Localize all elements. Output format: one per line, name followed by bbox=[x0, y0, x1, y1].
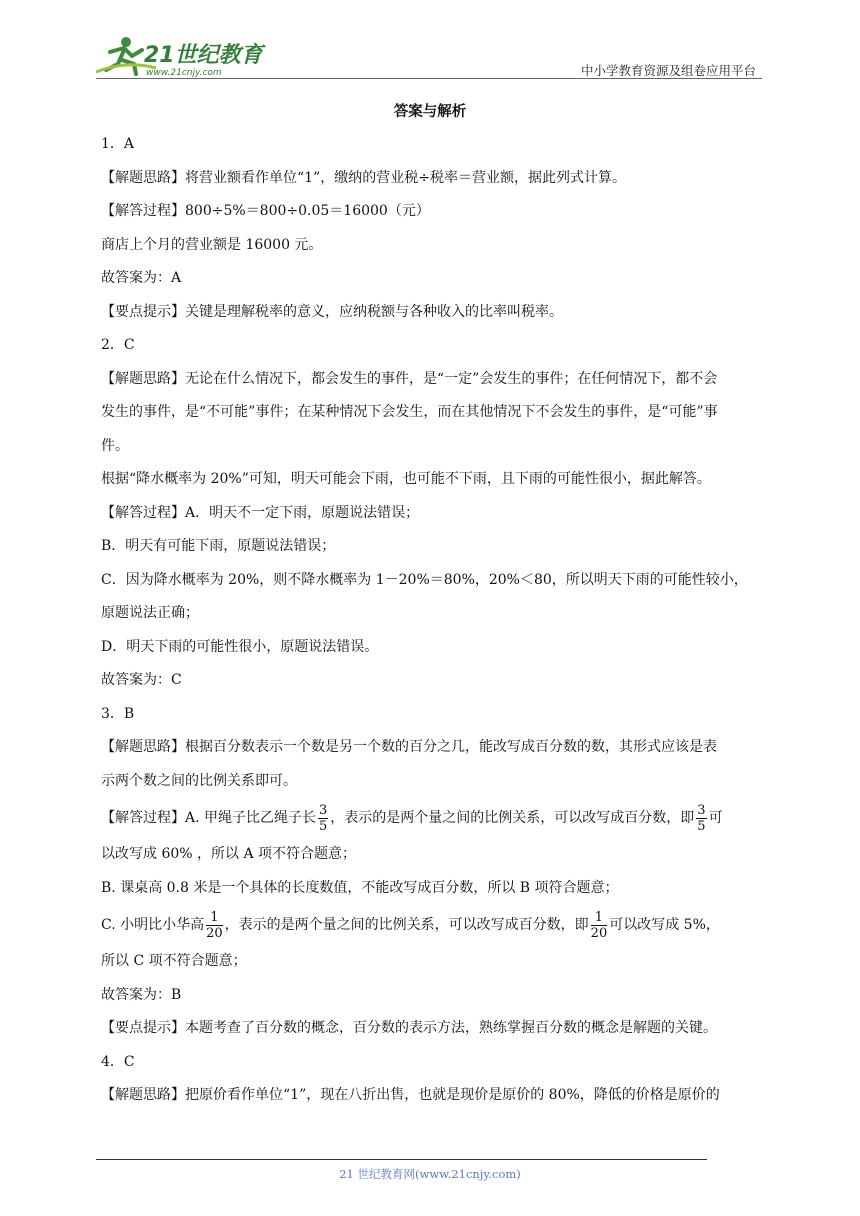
q2-line: D．明天下雨的可能性很小，原题说法错误。 bbox=[101, 638, 379, 655]
q2-line: 发生的事件，是“不可能”事件；在某种情况下会发生，而在其他情况下不会发生的事件，是“可能”事 bbox=[101, 404, 718, 420]
fraction-numerator: 1 bbox=[591, 911, 608, 926]
q3-line: 以改写成 60% ，所以 A 项不符合题意； bbox=[101, 846, 357, 862]
q2-line: 故答案为：C bbox=[101, 672, 182, 688]
fraction bbox=[591, 911, 608, 940]
fraction-denominator: 5 bbox=[697, 818, 706, 834]
fraction-denominator: 20 bbox=[590, 925, 608, 941]
q1-line: 【解答过程】800÷5%＝800÷0.05＝16000（元） bbox=[101, 203, 430, 219]
q3-line: B. 课桌高 0.8 米是一个具体的长度数值，不能改写成百分数，所以 B 项符合题意； bbox=[101, 879, 619, 896]
text-segment: 可以改写成 5%， bbox=[609, 917, 720, 933]
text-segment: C. 小明比小华高 bbox=[101, 917, 205, 933]
q3-line-fraction bbox=[101, 798, 763, 838]
answer-content bbox=[101, 128, 763, 1113]
q1-line: 商店上个月的营业额是 16000 元。 bbox=[101, 236, 323, 253]
svg-text:21世纪教育: 21世纪教育 bbox=[144, 43, 263, 68]
fraction bbox=[206, 911, 223, 940]
fraction-denominator: 20 bbox=[206, 925, 223, 941]
q2-line: 【解题思路】无论在什么情况下，都会发生的事件，是“一定”会发生的事件；在任何情况下，都不会 bbox=[101, 370, 718, 387]
fraction-numerator: 3 bbox=[319, 802, 328, 818]
footer-divider bbox=[96, 1159, 707, 1160]
q1-line: 【解题思路】将营业额看作单位“1”，缴纳的营业税÷税率＝营业额，据此列式计算。 bbox=[101, 169, 626, 186]
q3-line: 故答案为：B bbox=[101, 986, 182, 1003]
q3-heading: 3．B bbox=[101, 705, 135, 722]
fraction bbox=[318, 804, 328, 833]
q3-line: 所以 C 项不符合题意； bbox=[101, 953, 247, 969]
q2-line: 原题说法正确； bbox=[101, 605, 199, 621]
text-segment: ，表示的是两个量之间的比例关系，可以改写成百分数，即 bbox=[330, 810, 695, 826]
q4-line: 【解题思路】把原价看作单位“1”，现在八折出售，也就是现价是原价的 80%，降低的价格是原价的 bbox=[101, 1087, 720, 1103]
text-segment: 【解答过程】A. 甲绳子比乙绳子长 bbox=[101, 810, 317, 826]
q3-line: 【解题思路】根据百分数表示一个数是另一个数的百分之几，能改写成百分数的数，其形式应该是表 bbox=[101, 739, 717, 755]
fraction-numerator: 1 bbox=[206, 911, 223, 926]
fraction bbox=[696, 804, 706, 833]
fraction-denominator: 5 bbox=[319, 818, 328, 834]
q3-line: 【要点提示】本题考查了百分数的概念，百分数的表示方法，熟练掌握百分数的概念是解题的关键。 bbox=[101, 1020, 717, 1036]
q2-line: B．明天有可能下雨，原题说法错误； bbox=[101, 538, 336, 554]
q1-line: 故答案为：A bbox=[101, 270, 182, 286]
q1-heading: 1．A bbox=[101, 136, 135, 152]
q4-heading: 4．C bbox=[101, 1053, 135, 1070]
page-title: 答案与解析 bbox=[393, 103, 467, 120]
q2-line: 【解答过程】A．明天不一定下雨，原题说法错误； bbox=[101, 504, 420, 521]
q1-line: 【要点提示】关键是理解税率的意义，应纳税额与各种收入的比率叫税率。 bbox=[101, 303, 563, 320]
svg-text:www.21cnjy.com: www.21cnjy.com bbox=[146, 68, 222, 78]
footer-link[interactable]: 21 世纪教育网(www.21cnjy.com) bbox=[339, 1167, 521, 1181]
fraction-numerator: 3 bbox=[697, 802, 706, 818]
site-logo bbox=[96, 30, 296, 80]
q2-heading: 2．C bbox=[101, 337, 135, 353]
q2-line: C．因为降水概率为 20%，则不降水概率为 1－20%＝80%，20%＜80，所以明天下雨的可能性较小， bbox=[101, 571, 748, 588]
q2-line: 根据“降水概率为 20%”可知，明天可能会下雨，也可能不下雨，且下雨的可能性很小，据此解答。 bbox=[101, 471, 711, 487]
platform-name: 中小学教育资源及组卷应用平台 bbox=[580, 63, 756, 78]
text-segment: 可 bbox=[708, 810, 723, 826]
q3-line: 示两个数之间的比例关系即可。 bbox=[101, 772, 297, 789]
page-header bbox=[96, 30, 762, 80]
text-segment: ，表示的是两个量之间的比例关系，可以改写成百分数，即 bbox=[224, 917, 589, 933]
q3-line-fraction bbox=[101, 905, 763, 945]
header-divider bbox=[96, 78, 762, 79]
q2-line: 件。 bbox=[101, 437, 129, 454]
